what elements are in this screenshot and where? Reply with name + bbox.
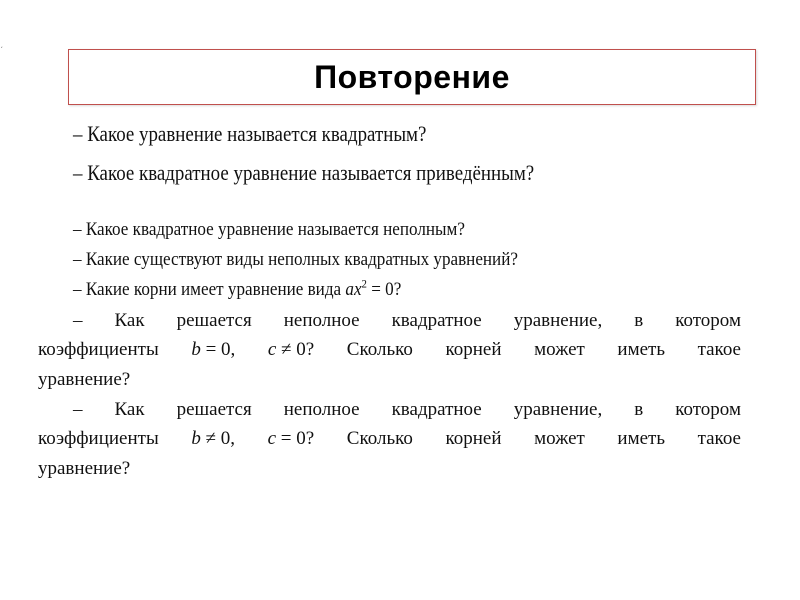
- q7-cond-b: [191, 428, 235, 450]
- q7-word: Сколько: [346, 428, 413, 449]
- q7-word: –: [73, 399, 83, 420]
- question-what-is-quadratic: – Какое уравнение называется квадратным?: [73, 121, 427, 146]
- q7-word: Как: [114, 399, 145, 420]
- q6-word: неполное: [283, 310, 360, 331]
- question-c-zero-line3: уравнение?: [38, 458, 131, 479]
- title-box: [68, 49, 756, 105]
- question-b-zero-line1: [73, 310, 741, 332]
- q6-word: может: [534, 339, 585, 360]
- question-what-is-reduced: – Какое квадратное уравнение называется приведённым?: [73, 160, 535, 185]
- q6-cond-b: [191, 339, 235, 361]
- formula-ax: ax: [345, 279, 362, 300]
- q6-word: Сколько: [346, 339, 413, 360]
- q7-word: корней: [445, 428, 502, 449]
- q7-word: решается: [176, 399, 252, 420]
- q7-word: в: [634, 399, 644, 420]
- q7-word: уравнение,: [513, 399, 603, 420]
- q7-word: котором: [675, 399, 741, 420]
- question-b-zero-line3: уравнение?: [38, 369, 131, 390]
- q7-cond-c: [268, 428, 315, 450]
- q7-word: иметь: [617, 428, 665, 449]
- var-c: c: [267, 428, 277, 449]
- page-title: Повторение: [314, 58, 510, 95]
- question-types-of-incomplete: – Какие существуют виды неполных квадратных уравнений?: [73, 249, 518, 270]
- q6-word: такое: [697, 339, 741, 360]
- q6-word: в: [634, 310, 644, 331]
- q7-prefix: коэффициенты: [38, 428, 159, 449]
- q7-word: квадратное: [391, 399, 482, 420]
- formula-power: 2: [361, 276, 367, 291]
- var-c: c: [267, 339, 277, 360]
- q6-word: решается: [176, 310, 252, 331]
- var-b: b: [191, 339, 201, 360]
- question-c-zero-line2: [38, 428, 741, 450]
- formula-rest: = 0?: [371, 279, 402, 300]
- var-b: b: [191, 428, 201, 449]
- question-c-zero-line1: [73, 399, 741, 421]
- question-what-is-incomplete: – Какое квадратное уравнение называется неполным?: [73, 219, 465, 240]
- question-roots-ax2: [73, 276, 402, 301]
- q6-word: корней: [445, 339, 502, 360]
- q7-word: такое: [697, 428, 741, 449]
- q7-eq1: ≠ 0,: [205, 428, 236, 449]
- q6-word: иметь: [617, 339, 665, 360]
- q7-eq2: = 0?: [280, 428, 315, 449]
- q6-cond-c: [268, 339, 314, 361]
- q6-word: –: [73, 310, 83, 331]
- q6-word: Как: [114, 310, 145, 331]
- q7-word: может: [534, 428, 585, 449]
- q6-word: квадратное: [391, 310, 482, 331]
- q6-eq2: ≠ 0?: [281, 339, 315, 360]
- corner-mark: ˏ: [0, 38, 3, 48]
- q6-prefix: коэффициенты: [38, 339, 159, 360]
- question-roots-text: – Какие корни имеет уравнение вида: [73, 279, 342, 300]
- q6-eq1: = 0,: [205, 339, 236, 360]
- q6-word: котором: [675, 310, 741, 331]
- q7-word: неполное: [283, 399, 360, 420]
- q6-word: уравнение,: [513, 310, 603, 331]
- question-b-zero-line2: [38, 339, 741, 361]
